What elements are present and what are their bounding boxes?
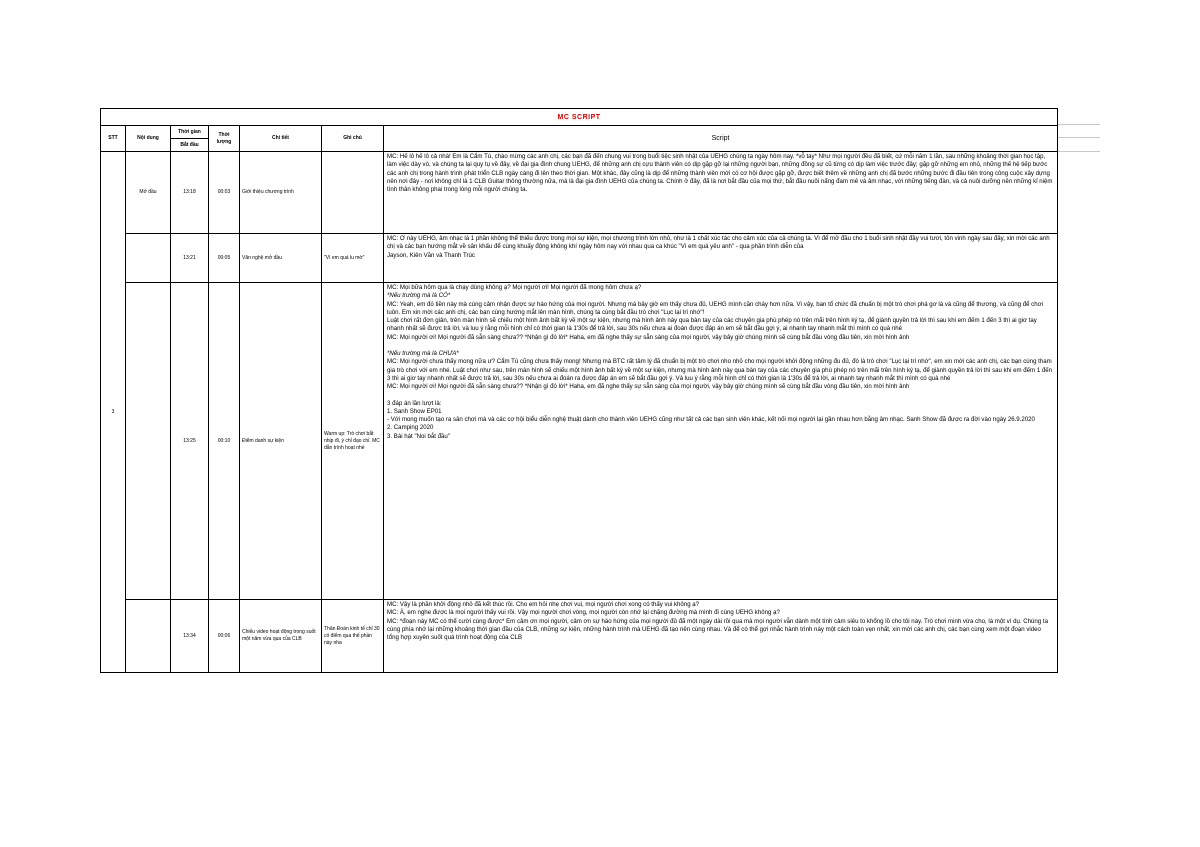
duration-cell: 00:10 xyxy=(209,283,240,600)
script-cell xyxy=(384,600,1058,673)
spacer xyxy=(387,342,1054,350)
script-line: MC: Mọi bữa hôm qua là chạy dùng không ạ? Mọi người ơi! Mọi người đã mong hôm chưa ạ? xyxy=(387,284,642,291)
start-time-cell: 13:18 xyxy=(171,152,209,234)
header-duration: Thời lượng xyxy=(209,126,240,152)
script-line: Jayson, Kiên Văn và Thanh Trúc xyxy=(387,251,475,259)
note-cell: "Vì em quá lu mờ" xyxy=(322,234,384,283)
detail-cell: Điểm danh sự kiện xyxy=(240,283,322,600)
script-line: - Với mong muốn tạo ra sân chơi mà và các cơ hội biểu diễn nghệ thuật dành cho thành viên UEHG cũng như tất cả các bạn sinh viên khác, kết nối mọi người lại gần nhau hơn bằng âm nhạc. Sanh Show đã được ra đời vào ngày 26.9.2020 xyxy=(387,416,1035,424)
detail-cell: Văn nghệ mở đầu xyxy=(240,234,322,283)
spacer xyxy=(387,392,1054,400)
detail-cell: Chiếu video hoạt động trong suốt một năm vừa qua của CLB xyxy=(240,600,322,673)
script-cell xyxy=(384,152,1058,234)
script-line: Luật chơi rất đơn giản, trên màn hình sẽ chiếu một hình ảnh bất kỳ về một sự kiện, nhưng mà hình ảnh này qua bàn tay của các chuyên gia phù phép nó trên mãi trên hình ký tạ, để giành quyền trả lời thì sau khi em đếm 1 đến 3 thì ai giơ tay nhanh nhất sẽ được trả lời, và luu ý rằng mỗi hình chỉ có thời gian là 1'30s để trả lời, sau 30s nếu chưa ai đoán được đáp án em sẽ bắt đầu gợi ý, ai nhanh tay nhanh mắt thì mình có quà nhé xyxy=(387,317,1037,333)
header-note: Ghi chú xyxy=(322,126,384,152)
script-line: MC: Mọi người ơi! Mọi người đã sẵn sàng chưa?? *Nhận gì đó lời* Haha, em đã nghe thấy sự sẵn sàng của mọi người, vậy bây giờ chúng mình sẽ cùng bắt đầu vòng đầu tiên, xin mời hình ảnh xyxy=(387,383,910,391)
gridline xyxy=(1057,124,1100,125)
note-cell: Thân Đoàn kinh tế chỉ 30 có điểm qua thế phần này nha xyxy=(322,600,384,673)
start-time-cell: 13:34 xyxy=(171,600,209,673)
gridline xyxy=(1057,137,1100,138)
header-detail: Chi tiết xyxy=(240,126,322,152)
duration-cell: 00:03 xyxy=(209,152,240,234)
script-line: MC: Ơ này UEHG, âm nhạc là 1 phần không thể thiếu được trong mọi sự kiện, mọi chương trình lớn nhỏ, như là 1 chất xúc tác cho cảm xúc của cả chúng ta. Vì để mở đầu cho 1 buổi sinh nhật đầy vui tươi, tôn vinh ngày sau đây, xin mời các anh chị và các bạn hướng mắt về sân khấu để cùng khuấy động không khí ngày hôm nay với nhau qua ca khúc "Vì em quá yêu anh" - qua phần trình diễn của xyxy=(387,235,1050,251)
table-row xyxy=(101,152,1058,234)
script-line: 1. Sanh Show EP01 xyxy=(387,407,442,415)
segment-cell xyxy=(126,234,171,283)
segment-cell: Mở đầu xyxy=(126,152,171,234)
duration-cell: 00:05 xyxy=(209,234,240,283)
header-script: Script xyxy=(384,126,1058,152)
script-line: 2. Camping 2020 xyxy=(387,424,434,432)
table-row xyxy=(101,283,1058,600)
mc-script-table xyxy=(100,108,1058,673)
gridline xyxy=(1057,151,1100,152)
header-stt: STT xyxy=(101,126,126,152)
script-line: MC: Yeah, em đó tiền này mà cùng cảm nhận được sự háo hứng của mọi người. Nhưng mà bây giờ em thấy chưa đủ, UEHG mình cần cháy hơn nữa. Vì vậy, ban tổ chức đã chuẩn bị một trò chơi phá gơ là và cũng để thương, và cũng để chơi luôn. Em xin mời các anh chị, các bạn cùng hướng mắt lên màn hình, chúng ta cùng bắt đầu trò chơi "Lục lại trí nhớ"! xyxy=(387,300,1043,316)
header-segment: Nội dung xyxy=(126,126,171,152)
note-cell xyxy=(322,152,384,234)
script-line: MC: Vậy là phần khởi động nhỏ đã kết thúc rồi. Cho em hỏi nhẹ chơi vui, mọi người chơi xong có thấy vui không ạ? xyxy=(387,601,700,608)
segment-cell xyxy=(126,600,171,673)
script-line: *Nếu trường mà là CHƯA* xyxy=(387,350,459,358)
script-line: MC: Mọi người ơi! Mọi người đã sẵn sàng chưa?? *Nhận gì đó lời* Haha, em đã nghe thấy sự sẵn sàng của mọi người, vậy bây giờ chúng mình sẽ cùng bắt đầu vòng đầu tiên, xin mời hình ảnh xyxy=(387,333,910,341)
duration-cell: 00:06 xyxy=(209,600,240,673)
start-time-cell: 13:25 xyxy=(171,283,209,600)
script-cell xyxy=(384,234,1058,283)
script-cell xyxy=(384,283,1058,600)
table-title: MC SCRIPT xyxy=(101,109,1058,126)
script-line: MC: *đoạn này MC có thể cười cùng được* Em cảm ơn mọi người, cảm ơn sự háo hứng của mọi người đủ đã một ngày dài rồi qua mà mọi người vẫn dành một tình cảm siêu to khổng lồ cho tôi này. Trò chơi minh vừa cho, là một ví dụ. Chúng ta cùng phía nhớ lại những khoảng thời gian đầu của CLB, những sự kiện, những hành trình mà UEHG đã tạo nên cùng nhau. Và để có thể gợi nhắc hành trình này một cách toàn vẹn nhất, xin mời các anh chị, các bạn cùng xem một đoạn video tổng hợp xuyên suốt quá trình hoạt động của CLB xyxy=(387,617,1048,642)
script-line: MC: Mọi người chưa thấy mong nữa ư? Cẩm Tú cũng chưa thấy mong! Nhưng mà BTC rất tâm lý đã chuẩn bị một trò chơi nho nhỏ cho mọi người khởi động những đu đủ, đó là trò chơi "Lục lại trí nhớ", em xin mời các anh chị, các bạn cùng tham gia trò chơi với em nhé. Luật chơi như sau, trên màn hình sẽ chiếu một hình ảnh bất kỳ về một sự kiện, nhưng mà hình ảnh này qua bàn tay của các chuyên gia phù phép nó trên mãi trên hình ký tạ, để giành quyền trả lời thì sau khi em đếm 1 đến 3 thì ai giơ tay nhanh nhất sẽ được trả lời, sau 30s nếu chưa ai đoán ra được đáp án em sẽ bắt đầu gợi ý. Và luu ý rằng mỗi hình chỉ có thời gian là 1'30s để trả lời, ai nhanh tay nhanh mắt thì mình có quà nhé xyxy=(387,358,1053,382)
detail-cell: Giới thiệu chương trình xyxy=(240,152,322,234)
script-line: MC: À, em nghe được là mọi người thấy vui rồi. Vậy mọi người chơi vòng, mọi người còn nhớ lại chặng đường mà mình đi cùng UEHG không ạ? xyxy=(387,609,780,617)
start-time-cell: 13:21 xyxy=(171,234,209,283)
table-row xyxy=(101,600,1058,673)
header-time: Thời gian xyxy=(171,126,209,139)
script-line: MC: Hế lô hế lô cả nhà! Em là Cẩm Tú, chào mừng các anh chị, các bạn đã đến chung vui trong buổi tiệc sinh nhật của UEHG chúng ta ngày hôm nay. *vỗ tay* Như mọi người đều đã biết, cứ mỗi năm 1 lần, sau những khoảng thời gian học tập, làm việc dày vò, và chúng ta lại quy tụ về đây, về đại gia đình chung UEHG, để những anh chị cựu thành viên có dịp gặp gỡ lại những người bạn, những đồng sự cũ từng có dịp làm việc trước đây; gặp gỡ những em nhỏ, những thế hệ tiếp bước các anh chị trong hành trình phát triển CLB ngày càng đi lên theo thời gian. Một khác, đây cũng là dịp để những thành viên mới có cơ hội được gặp gỡ, được biết thêm về những anh chị đã bước những bước đi đầu tiên trong công cuộc xây dựng nên nơi đây - nơi không chỉ là 1 CLB Guitar thông thường nữa, mà là đại gia đình UEHG của chúng ta. Chính ở đây, đã là nơi bắt đầu của mọi thứ, bắt đầu nuôi nấng đam mê và âm nhạc, với những tiếng đàn, và cả nuôi dưỡng nên những kỉ niệm tình thân không phai trong lòng mỗi người chúng ta. xyxy=(387,153,1053,194)
script-line: 3. Bài hát "Noi bắt đầu" xyxy=(387,432,450,440)
script-line: *Nếu trường mà là CÓ* xyxy=(387,292,451,300)
note-cell: Warm up: Trò chơi bắt nhịp đi, ý chỉ đạo chỉ. MC dẫn trình hoạt nhé xyxy=(322,283,384,600)
group-number: 3 xyxy=(101,152,126,673)
header-start: Bắt đầu xyxy=(171,139,209,152)
script-line: 3 đáp án lần lượt là: xyxy=(387,399,442,407)
segment-cell xyxy=(126,283,171,600)
table-row xyxy=(101,234,1058,283)
